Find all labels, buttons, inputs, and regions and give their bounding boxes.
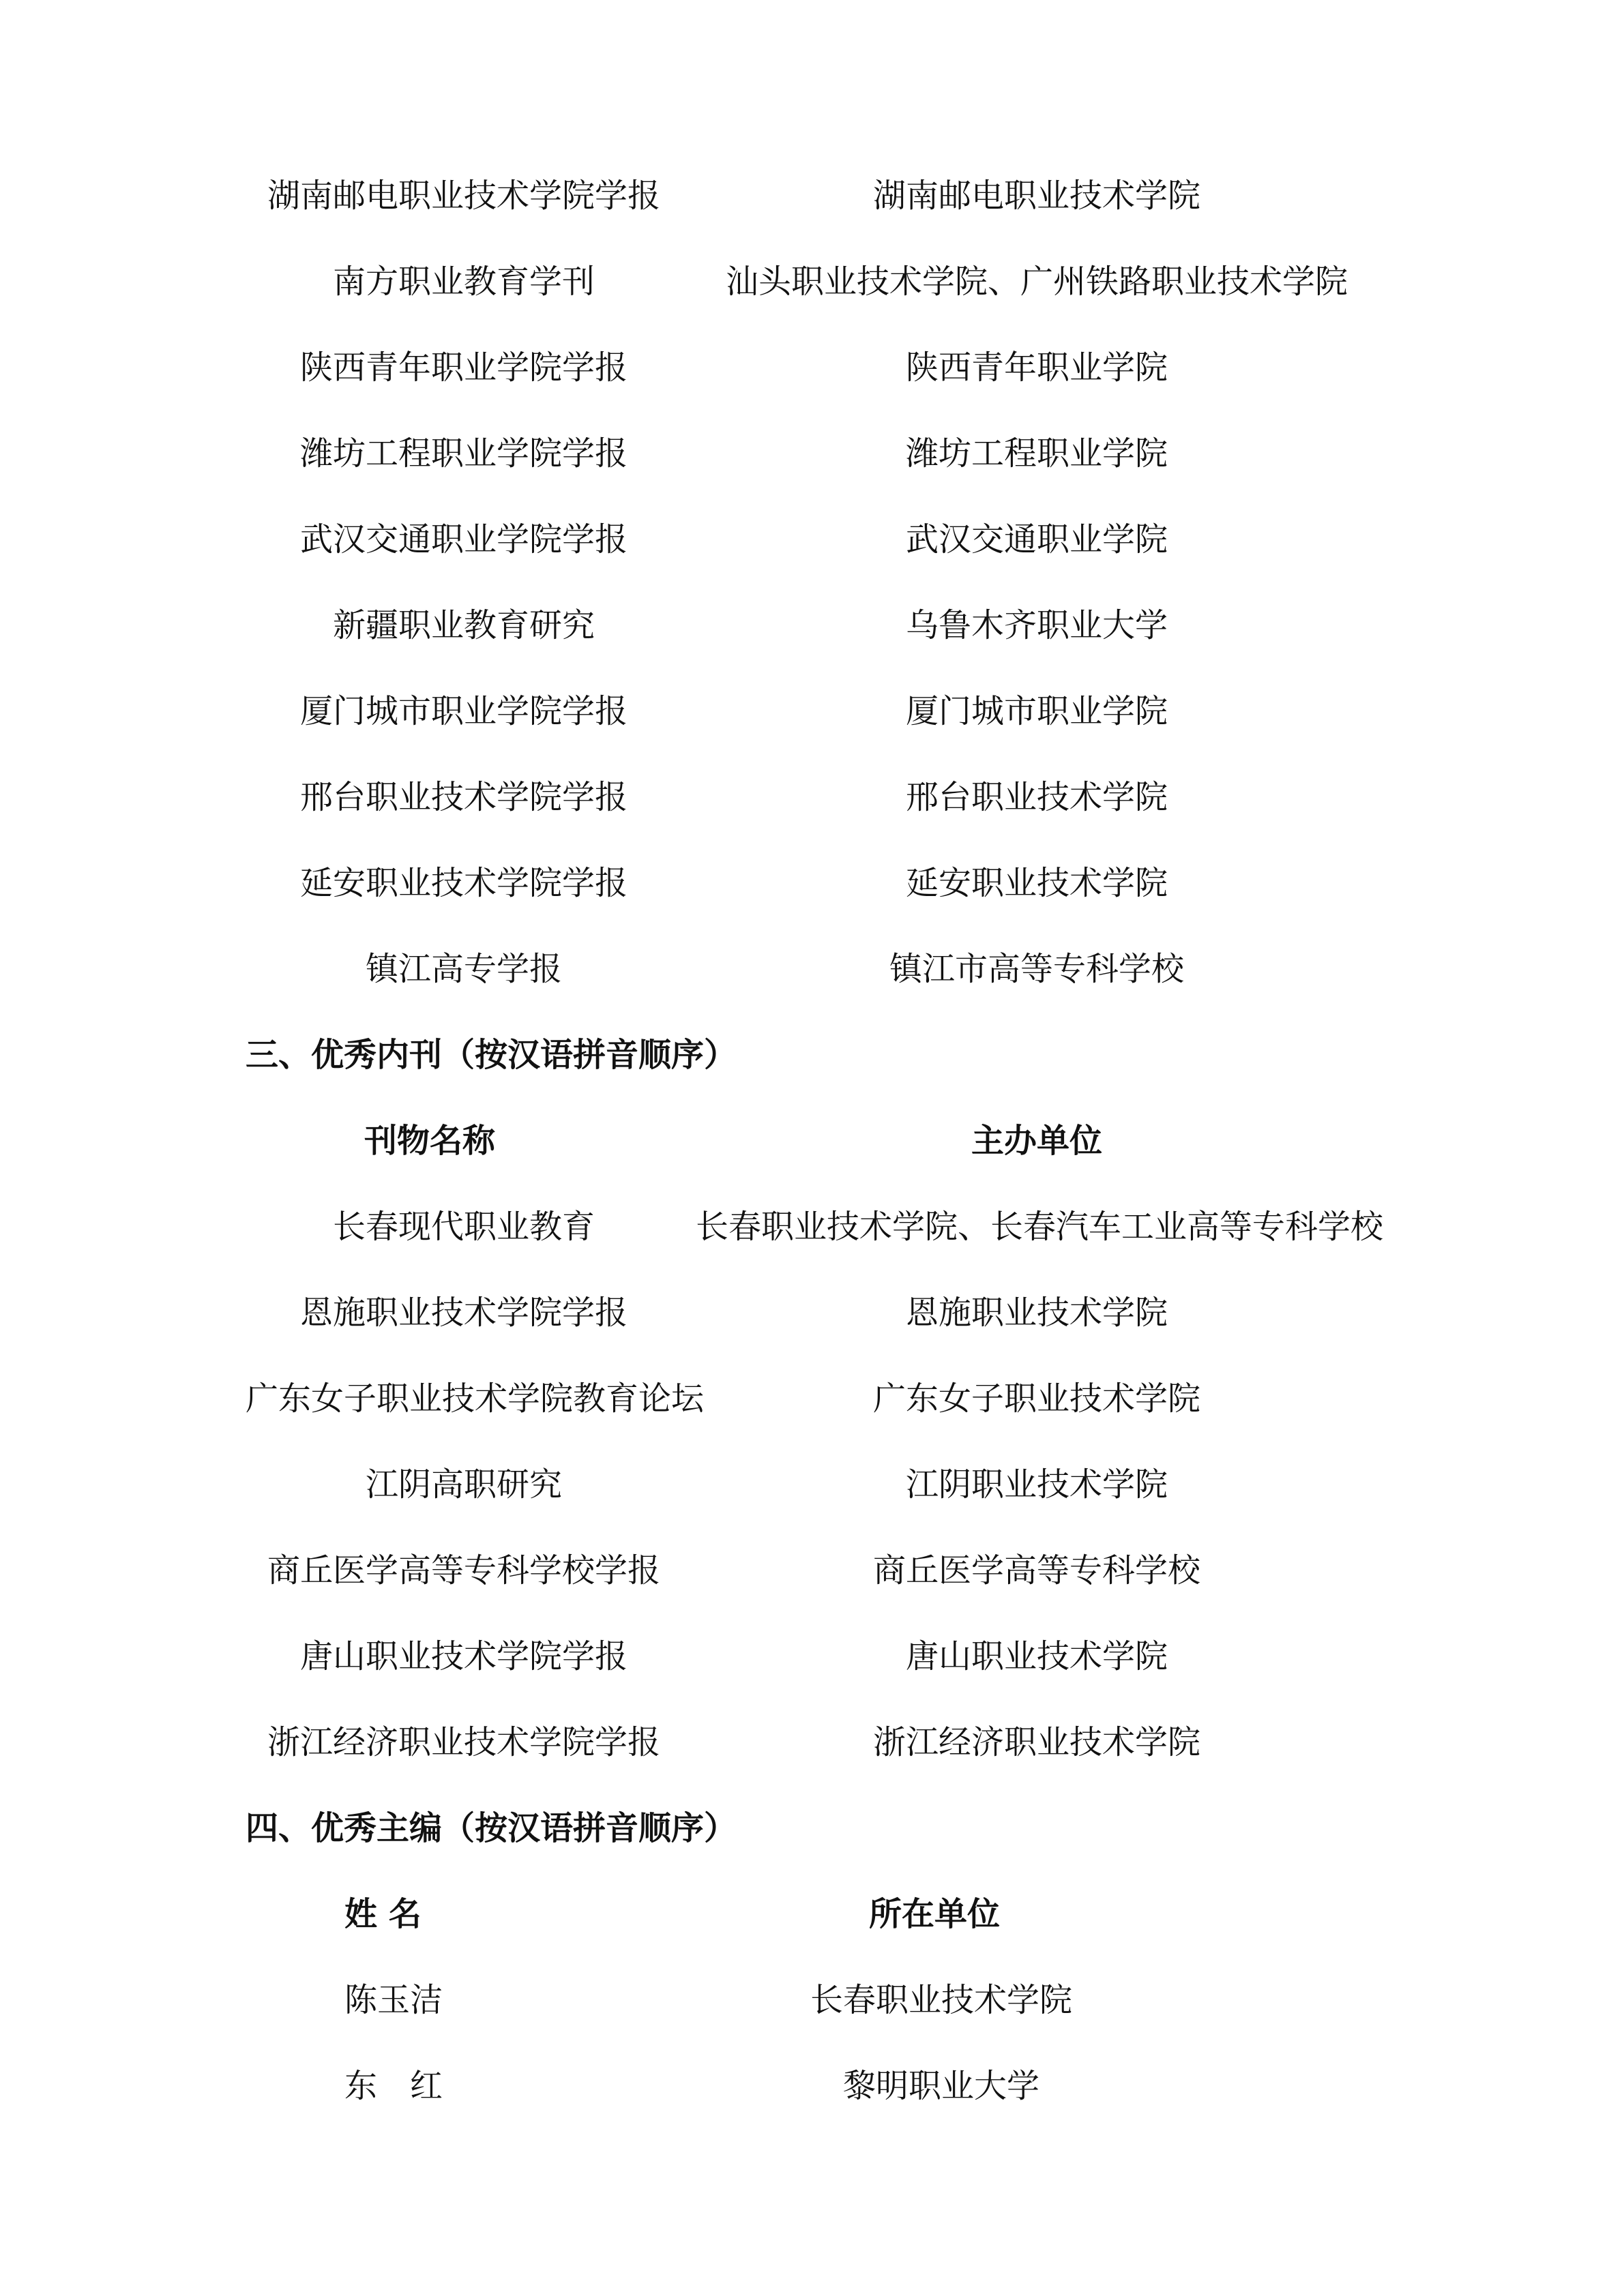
sponsor-name: 商丘医学高等专科学校 [872,1551,1200,1590]
table-row [0,1533,1624,1608]
column-header-sponsor: 主办单位 [971,1122,1102,1160]
table-row [0,674,1624,749]
sponsor-name: 邢台职业技术学院 [905,778,1168,816]
table-row [0,931,1624,1007]
journal-name: 商丘医学高等专科学校学报 [267,1551,660,1590]
table-row [0,2048,1624,2123]
journal-name: 厦门城市职业学院学报 [299,692,628,730]
journal-name: 浙江经济职业技术学院学报 [267,1723,660,1761]
journal-name: 镇江高专学报 [365,950,562,988]
sponsor-name: 乌鲁木齐职业大学 [905,606,1168,644]
table-row [0,330,1624,405]
sponsor-name: 唐山职业技术学院 [905,1637,1168,1675]
table-row [0,760,1624,835]
journal-name: 长春现代职业教育 [332,1208,595,1246]
journal-name: 湖南邮电职业技术学院学报 [267,177,660,215]
sponsor-name: 延安职业技术学院 [905,864,1168,902]
journal-name: 广东女子职业技术学院教育论坛 [246,1380,705,1418]
table-row [0,1275,1624,1350]
editor-name: 陈玉洁 [344,1981,443,2019]
journal-name: 江阴高职研究 [365,1465,562,1504]
editor-unit: 长春职业技术学院 [810,1981,1072,2019]
journal-name: 邢台职业技术学院学报 [299,778,628,816]
sponsor-name: 湖南邮电职业技术学院 [872,177,1200,215]
sponsor-name: 广东女子职业技术学院 [872,1380,1200,1418]
table-row [0,588,1624,663]
journal-name: 陕西青年职业学院学报 [299,348,628,387]
sponsor-name: 潍坊工程职业学院 [905,434,1168,473]
table-row [0,1619,1624,1694]
table-row [0,158,1624,233]
sponsor-name: 武汉交通职业学院 [905,520,1168,558]
journal-name: 南方职业教育学刊 [332,263,595,301]
sponsor-name: 汕头职业技术学院、广州铁路职业技术学院 [725,263,1348,301]
journal-name: 唐山职业技术学院学报 [299,1637,628,1675]
sponsor-name: 镇江市高等专科学校 [889,950,1184,988]
table-row [0,416,1624,491]
journal-name: 新疆职业教育研究 [332,606,595,644]
journal-name: 武汉交通职业学院学报 [299,520,628,558]
sponsor-name: 长春职业技术学院、长春汽车工业高等专科学校 [696,1208,1384,1246]
sponsor-name: 陕西青年职业学院 [905,348,1168,387]
table-row [0,846,1624,921]
table-row [0,1705,1624,1780]
table-row [0,244,1624,319]
journal-name: 延安职业技术学院学报 [299,864,628,902]
column-header-journal: 刊物名称 [364,1122,495,1160]
journal-name: 潍坊工程职业学院学报 [299,434,628,473]
table-row [0,502,1624,577]
editor-name: 东 红 [344,2067,443,2105]
table-row [0,1447,1624,1522]
column-header-name: 姓 名 [344,1895,422,1933]
table-row [0,1361,1624,1436]
sponsor-name: 厦门城市职业学院 [905,692,1168,730]
editor-unit: 黎明职业大学 [842,2067,1039,2105]
sponsor-name: 恩施职业技术学院 [905,1294,1168,1332]
sponsor-name: 江阴职业技术学院 [905,1465,1168,1504]
section-heading-excellent-chief-editors: 四、优秀主编（按汉语拼音顺序） [246,1809,737,1847]
section-heading-excellent-internal-journals: 三、优秀内刊（按汉语拼音顺序） [246,1036,737,1074]
table-header-row [0,1103,1624,1178]
table-header-row [0,1877,1624,1952]
table-row [0,1963,1624,2038]
column-header-unit: 所在单位 [868,1895,1000,1933]
journal-name: 恩施职业技术学院学报 [299,1294,628,1332]
table-row [0,1189,1624,1264]
sponsor-name: 浙江经济职业技术学院 [872,1723,1200,1761]
